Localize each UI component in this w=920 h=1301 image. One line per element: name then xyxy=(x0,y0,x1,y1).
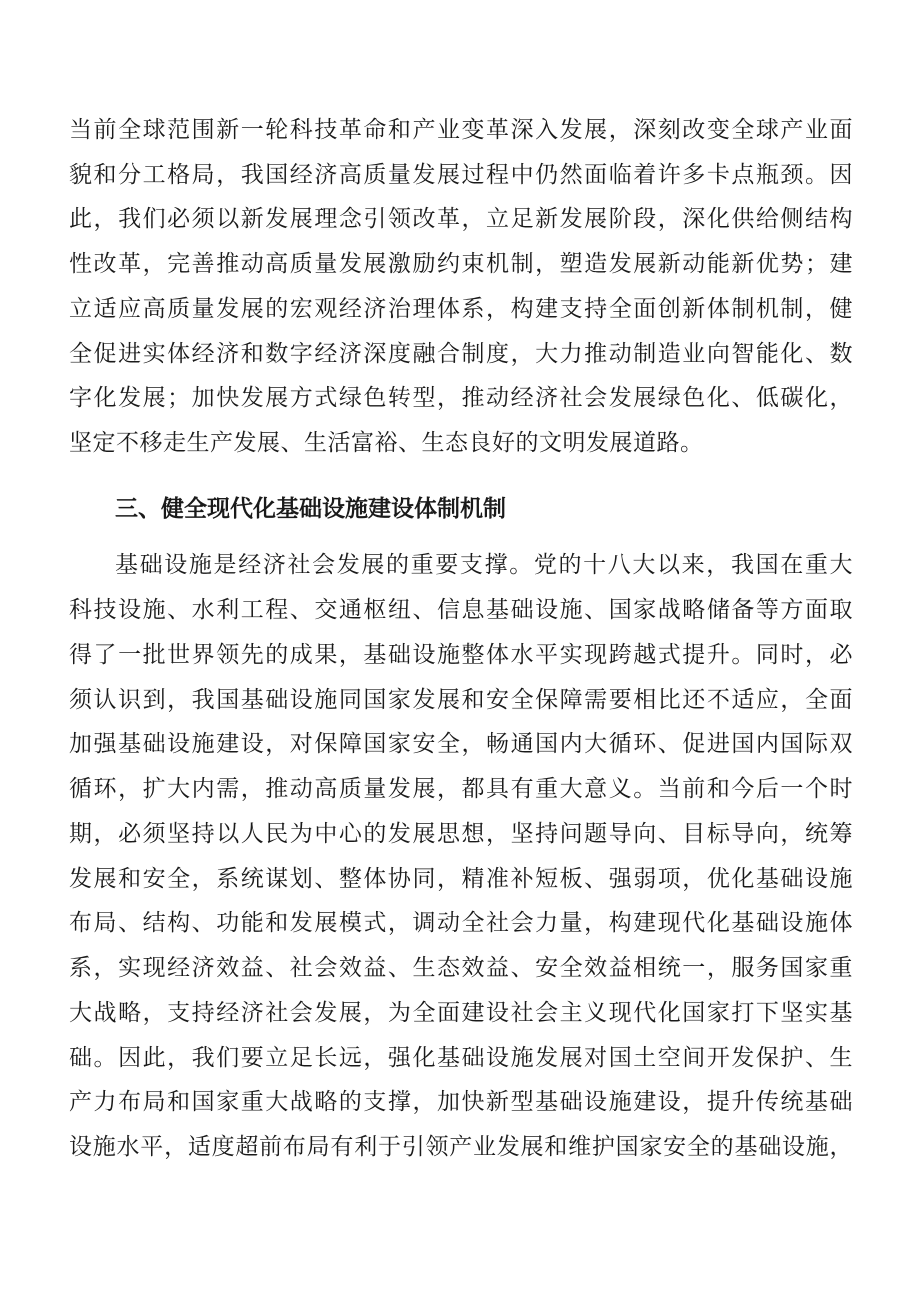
paragraph-line: 性改革，完善推动高质量发展激励约束机制，塑造发展新动能新优势；建 xyxy=(69,251,853,277)
paragraph-line: 全促进实体经济和数字经济深度融合制度，大力推动制造业向智能化、数 xyxy=(69,341,853,367)
paragraph-line: 循环，扩大内需，推动高质量发展，都具有重大意义。当前和今后一个时 xyxy=(69,776,853,802)
paragraph-line: 发展和安全，系统谋划、整体协同，精准补短板、强弱项，优化基础设施 xyxy=(69,866,853,892)
paragraph-line: 字化发展；加快发展方式绿色转型，推动经济社会发展绿色化、低碳化， xyxy=(69,385,853,411)
paragraph-line: 期，必须坚持以人民为中心的发展思想，坚持问题导向、目标导向，统筹 xyxy=(69,821,853,847)
paragraph-line: 基础设施是经济社会发展的重要支撑。党的十八大以来，我国在重大 xyxy=(115,552,853,578)
paragraph-line: 须认识到，我国基础设施同国家发展和安全保障需要相比还不适应，全面 xyxy=(69,687,853,713)
paragraph-line: 础。因此，我们要立足长远，强化基础设施发展对国土空间开发保护、生 xyxy=(69,1045,853,1071)
section-heading: 三、健全现代化基础设施建设体制机制 xyxy=(115,496,506,522)
paragraph-line: 科技设施、水利工程、交通枢纽、信息基础设施、国家战略储备等方面取 xyxy=(69,597,853,623)
paragraph-line: 加强基础设施建设，对保障国家安全，畅通国内大循环、促进国内国际双 xyxy=(69,731,853,757)
paragraph-line: 貌和分工格局，我国经济高质量发展过程中仍然面临着许多卡点瓶颈。因 xyxy=(69,162,853,188)
paragraph-line: 系，实现经济效益、社会效益、生态效益、安全效益相统一，服务国家重 xyxy=(69,955,853,981)
paragraph-line: 布局、结构、功能和发展模式，调动全社会力量，构建现代化基础设施体 xyxy=(69,910,853,936)
paragraph-line: 坚定不移走生产发展、生活富裕、生态良好的文明发展道路。 xyxy=(69,430,704,456)
paragraph-line: 大战略，支持经济社会发展，为全面建设社会主义现代化国家打下坚实基 xyxy=(69,1000,853,1026)
paragraph-line: 设施水平，适度超前布局有利于引领产业发展和维护国家安全的基础设施， xyxy=(69,1134,853,1160)
paragraph-line: 此，我们必须以新发展理念引领改革，立足新发展阶段，深化供给侧结构 xyxy=(69,206,853,232)
paragraph-line: 立适应高质量发展的宏观经济治理体系，构建支持全面创新体制机制，健 xyxy=(69,296,853,322)
paragraph-line: 产力布局和国家重大战略的支撑，加快新型基础设施建设，提升传统基础 xyxy=(69,1089,853,1115)
paragraph-line: 得了一批世界领先的成果，基础设施整体水平实现跨越式提升。同时，必 xyxy=(69,642,853,668)
paragraph-line: 当前全球范围新一轮科技革命和产业变革深入发展，深刻改变全球产业面 xyxy=(69,117,853,143)
